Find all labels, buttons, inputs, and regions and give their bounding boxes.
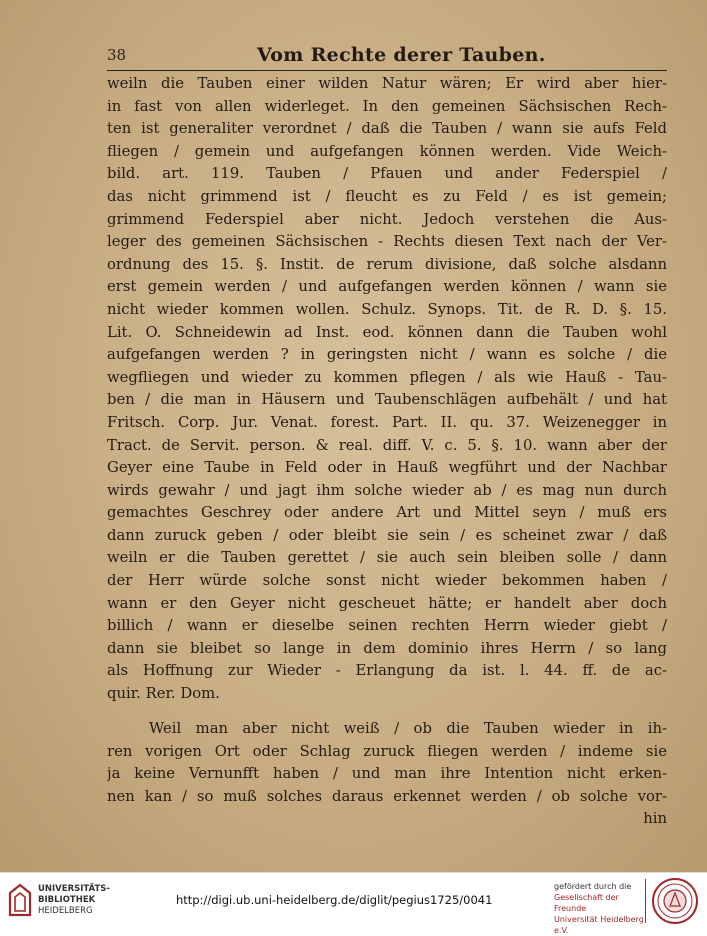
text-line: der Herr würde solche sonst nicht wieder bekommen haben / xyxy=(107,572,667,590)
text-line: ordnung des 15. §. Instit. de rerum divisione, daß solche alsdann xyxy=(107,255,667,273)
text-line: leger des gemeinen Sächsischen - Rechts diesen Text nach der Ver- xyxy=(107,233,667,251)
text-line: gemachtes Geschrey oder andere Art und Mittel seyn / muß ers xyxy=(107,504,667,522)
sponsor-intro: gefördert durch die xyxy=(554,882,632,891)
permalink-url[interactable]: http://digi.ub.uni-heidelberg.de/diglit/pegius1725/0041 xyxy=(176,893,493,907)
text-line: ben / die man in Häusern und Taubenschlägen aufbehält / und hat xyxy=(107,391,667,409)
text-line: Tract. de Servit. person. & real. diff. V. c. 5. §. 10. wann aber der xyxy=(107,436,667,454)
university-line-1: UNIVERSITÄTS- xyxy=(38,884,110,894)
text-line: Weil man aber nicht weiß / ob die Tauben wieder in ih- xyxy=(149,720,667,737)
text-line: weiln die Tauben einer wilden Natur wären; Er wird aber hier- xyxy=(107,75,667,92)
text-line: dann zuruck geben / oder bleibt sie sein / es scheinet zwar / daß xyxy=(107,526,667,544)
text-line: fliegen / gemein und aufgefangen können werden. Vide Weich- xyxy=(107,142,667,160)
text-line: nen kan / so muß solches daraus erkennet werden / ob solche vor- xyxy=(107,787,667,805)
ub-heidelberg-logo-icon[interactable] xyxy=(8,883,32,917)
university-library-label[interactable] xyxy=(38,884,110,917)
text-line: ja keine Vernunfft haben / und man ihre Intention nicht erken- xyxy=(107,765,667,783)
text-line: bild. art. 119. Tauben / Pfauen und ander Federspiel / xyxy=(107,165,667,183)
university-line-2: BIBLIOTHEK xyxy=(38,895,96,905)
viewer-footer xyxy=(0,872,707,935)
text-line: nicht wieder kommen wollen. Schulz. Synops. Tit. de R. D. §. 15. xyxy=(107,300,667,318)
running-title: Vom Rechte derer Tauben. xyxy=(257,44,546,66)
text-line: das nicht grimmend ist / fleucht es zu Feld / es ist gemein; xyxy=(107,187,667,205)
university-seal-icon xyxy=(651,877,699,925)
text-line: quir. Rer. Dom. xyxy=(107,685,220,703)
footer-divider xyxy=(645,879,646,923)
text-line: wirds gewahr / und jagt ihm solche wieder ab / es mag nun durch xyxy=(107,481,667,499)
text-line: aufgefangen werden ? in geringsten nicht / wann es solche / die xyxy=(107,346,667,364)
text-line: als Hoffnung zur Wieder - Erlangung da ist. l. 44. ff. de ac- xyxy=(107,662,667,680)
paragraph-1 xyxy=(107,73,667,706)
text-line: Lit. O. Schneidewin ad Inst. eod. können dann die Tauben wohl xyxy=(107,323,667,341)
university-line-3: HEIDELBERG xyxy=(38,906,93,916)
text-line: ren vorigen Ort oder Schlag zuruck fliegen werden / indeme sie xyxy=(107,742,667,760)
text-line: Geyer eine Taube in Feld oder in Hauß wegführt und der Nachbar xyxy=(107,459,667,477)
text-line: Fritsch. Corp. Jur. Venat. forest. Part. II. qu. 37. Weizenegger in xyxy=(107,413,667,431)
text-line: ten ist generaliter verordnet / daß die Tauben / wann sie aufs Feld xyxy=(107,120,667,138)
text-line: hin xyxy=(643,810,667,828)
text-line: billich / wann er dieselbe seinen rechten Herrn wieder giebt / xyxy=(107,617,667,635)
text-line: dann sie bleibet so lange in dem dominio ihres Herrn / so lang xyxy=(107,639,667,657)
text-line: wann er den Geyer nicht gescheuet hätte; er handelt aber doch xyxy=(107,594,667,612)
page-header xyxy=(107,44,667,71)
text-line: wegfliegen und wieder zu kommen pflegen / als wie Hauß - Tau- xyxy=(107,368,667,386)
paragraph-2 xyxy=(107,718,667,831)
page-number: 38 xyxy=(107,46,127,64)
text-line: in fast von allen widerleget. In den gemeinen Sächsischen Rech- xyxy=(107,97,667,115)
text-line: weiln er die Tauben gerettet / sie auch sein bleiben solle / dann xyxy=(107,549,667,567)
sponsor-line-2: Universität Heidelberg e.V. xyxy=(554,915,644,935)
text-line: grimmend Federspiel aber nicht. Jedoch verstehen die Aus- xyxy=(107,210,667,228)
text-line: erst gemein werden / und aufgefangen werden können / wann sie xyxy=(107,278,667,296)
sponsor-line-1: Gesellschaft der Freunde xyxy=(554,893,619,913)
